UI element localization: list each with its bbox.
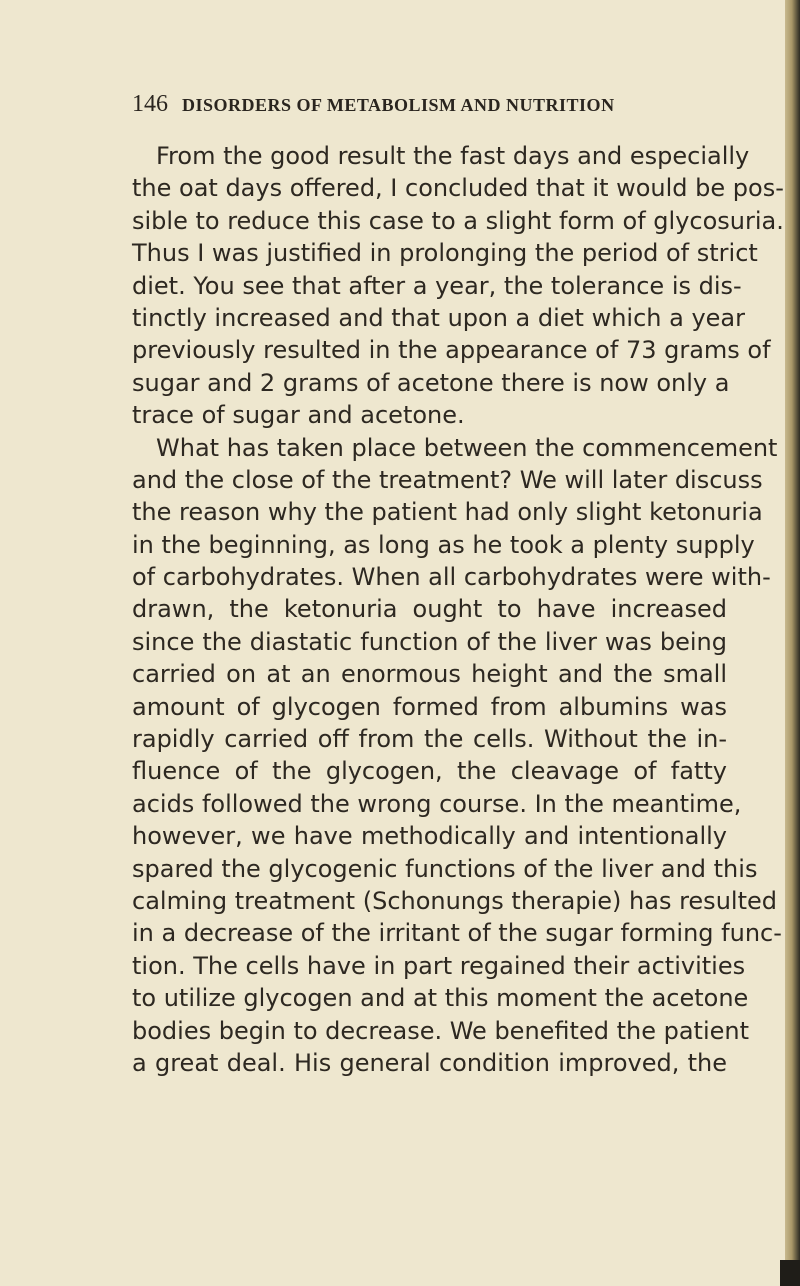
text-line: tion. The cells have in part regained their activities <box>132 951 746 980</box>
text-line: sible to reduce this case to a slight form of glycosuria. <box>132 206 784 235</box>
page-header <box>132 91 692 121</box>
page-number: 146 <box>132 91 168 117</box>
text-line: drawn, the ketonuria ought to have increased <box>132 595 727 624</box>
page-edge <box>785 0 800 1286</box>
text-line: since the diastatic function of the liver was being <box>132 627 727 656</box>
text-line: From the good result the fast days and especially <box>156 142 750 170</box>
text-line: What has taken place between the commencement <box>156 433 778 462</box>
text-line: Thus I was justified in prolonging the period of strict <box>132 239 758 268</box>
text-line: however, we have methodically and intentionally <box>132 822 727 851</box>
text-line: fluence of the glycogen, the cleavage of fatty <box>132 757 727 786</box>
text-line: carried on at an enormous height and the small <box>132 660 727 689</box>
text-line: tinctly increased and that upon a diet which a year <box>132 303 745 332</box>
text-line: acids followed the wrong course. In the meantime, <box>132 789 742 818</box>
text-line: amount of glycogen formed from albumins was <box>132 692 727 721</box>
body-text <box>132 140 784 1079</box>
text-line: rapidly carried off from the cells. Without the in- <box>132 725 727 754</box>
page-edge-shadow <box>780 1260 800 1286</box>
text-line: in a decrease of the irritant of the sugar forming func- <box>132 919 782 948</box>
text-line: the oat days offered, I concluded that it would be pos- <box>132 174 784 203</box>
paragraph-2 <box>132 432 782 1080</box>
text-line: in the beginning, as long as he took a plenty supply <box>132 530 755 559</box>
text-line: previously resulted in the appearance of 73 grams of <box>132 336 771 365</box>
running-head: DISORDERS OF METABOLISM AND NUTRITION <box>182 95 615 115</box>
text-line: bodies begin to decrease. We benefited the patient <box>132 1016 749 1045</box>
text-line: diet. You see that after a year, the tolerance is dis- <box>132 271 742 300</box>
text-line: spared the glycogenic functions of the liver and this <box>132 854 758 883</box>
text-line: of carbohydrates. When all carbohydrates were with- <box>132 563 771 592</box>
text-line: to utilize glycogen and at this moment the acetone <box>132 984 749 1013</box>
text-line: calming treatment (Schonungs therapie) has resulted <box>132 886 777 915</box>
text-line: sugar and 2 grams of acetone there is now only a <box>132 368 730 397</box>
text-line: the reason why the patient had only slight ketonuria <box>132 498 763 527</box>
paragraph-1 <box>132 140 784 432</box>
text-line: a great deal. His general condition improved, the <box>132 1048 727 1077</box>
text-line: trace of sugar and acetone. <box>132 401 465 430</box>
text-line: and the close of the treatment? We will later discuss <box>132 465 763 494</box>
